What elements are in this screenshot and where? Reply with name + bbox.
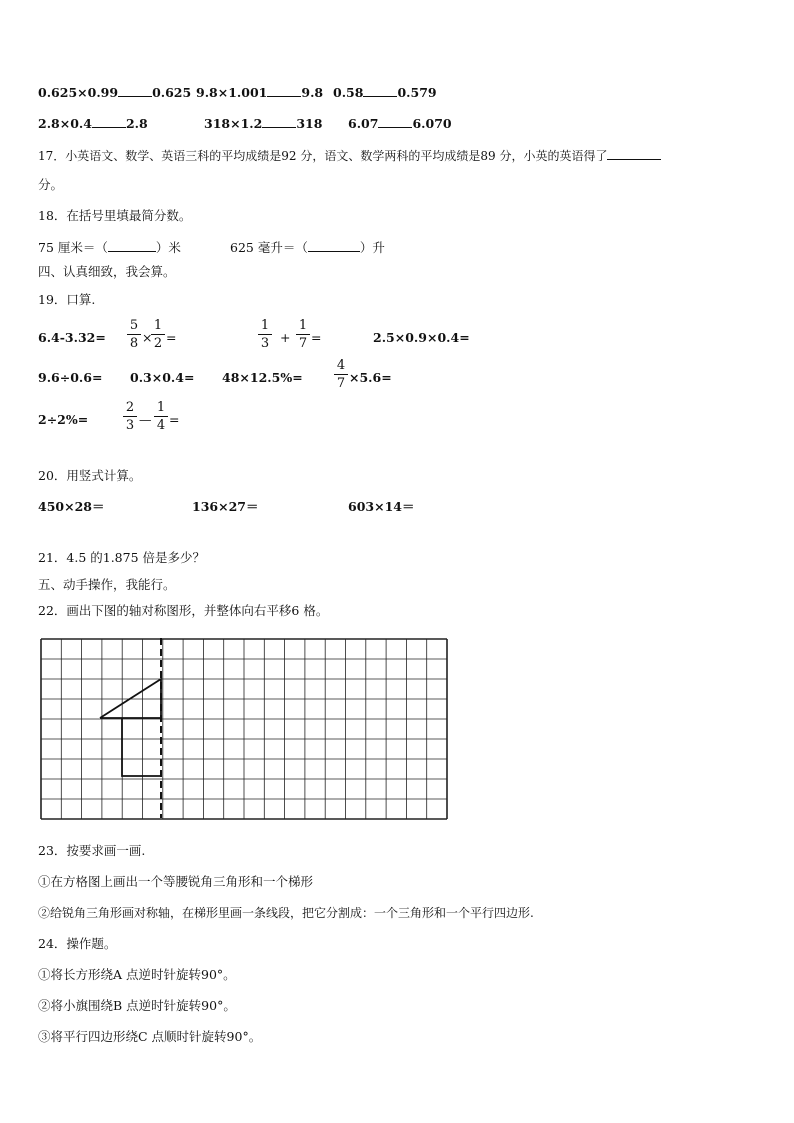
answer-blank[interactable] [267,84,301,97]
triangle-shape [100,679,161,718]
q19-item-6: 0.3×0.4= [130,370,195,385]
q18-title: 18．在括号里填最简分数。 [38,208,192,223]
q20-title: 20．用竖式计算。 [38,468,142,483]
fraction: 4 7 [334,358,348,391]
section-4-heading: 四、认真细致，我会算。 [38,264,176,279]
answer-blank[interactable] [118,84,152,97]
q24-item-1: ①将长方形绕A 点逆时针旋转90°。 [38,967,236,982]
answer-blank[interactable] [262,115,296,128]
q24-item-3: ③将平行四边形绕C 点顺时针旋转90°。 [38,1029,262,1044]
q17-line1: 17．小英语文、数学、英语三科的平均成绩是92 分，语文、数学两科的平均成绩是89 分，小英的英语得了 [38,147,661,164]
answer-blank[interactable] [308,239,360,252]
compare-1-2: 9.8×1.001 9.8 [196,85,324,100]
fraction: 1 2 [151,318,165,351]
q19-item-7: 48×12.5%= [222,370,303,385]
answer-blank[interactable] [108,239,156,252]
equals: = [169,412,180,427]
square-grid-figure[interactable] [40,638,448,820]
answer-blank[interactable] [607,147,661,160]
q23-item-2: ②给锐角三角形画对称轴，在梯形里画一条线段，把它分割成：一个三角形和一个平行四边形. [38,906,534,920]
q24-item-2: ②将小旗围绕B 点逆时针旋转90°。 [38,998,236,1013]
q17-line2: 分。 [38,177,64,192]
compare-2-3: 6.07 6.070 [348,116,452,131]
operator: × [142,330,153,345]
q21-text: 21．4.5 的1.875 倍是多少？ [38,550,206,565]
rectangle-shape [122,718,161,776]
q23-item-1: ①在方格图上画出一个等腰锐角三角形和一个梯形 [38,874,314,889]
q19-item-8-tail: ×5.6= [349,370,392,385]
q19-item-9: 2÷2%= [38,412,89,427]
fraction: 2 3 [123,400,137,433]
compare-1-1: 0.625×0.99 0.625 [38,85,192,100]
grid-lines [41,639,447,819]
q20-item-1: 450×28＝ [38,499,105,514]
q20-item-3: 603×14＝ [348,499,415,514]
equals: = [311,330,322,345]
q19-item-5: 9.6÷0.6= [38,370,103,385]
q18-a: 75 厘米＝（ ）米 [38,240,181,255]
section-5-heading: 五、动手操作，我能行。 [38,577,176,592]
q24-title: 24．操作题。 [38,936,117,951]
fraction: 1 4 [154,400,168,433]
equals: = [166,330,177,345]
q18-b: 625 毫升＝（ ）升 [230,240,385,255]
q22-text: 22．画出下图的轴对称图形，并整体向右平移6 格。 [38,603,329,618]
answer-blank[interactable] [378,115,412,128]
answer-blank[interactable] [363,84,397,97]
q20-item-2: 136×27＝ [192,499,259,514]
operator: + [280,330,291,345]
fraction: 1 7 [296,318,310,351]
fraction: 1 3 [258,318,272,351]
q19-item-4: 2.5×0.9×0.4= [373,330,470,345]
q19-title: 19．口算. [38,292,96,307]
fraction: 5 8 [127,318,141,351]
answer-blank[interactable] [92,115,126,128]
q23-title: 23．按要求画一画. [38,843,146,858]
operator: — [139,412,152,427]
q19-item-1: 6.4-3.32= [38,330,106,345]
compare-1-3: 0.58 0.579 [333,85,437,100]
compare-2-2: 318×1.2 318 [204,116,323,131]
compare-2-1: 2.8×0.4 2.8 [38,116,148,131]
